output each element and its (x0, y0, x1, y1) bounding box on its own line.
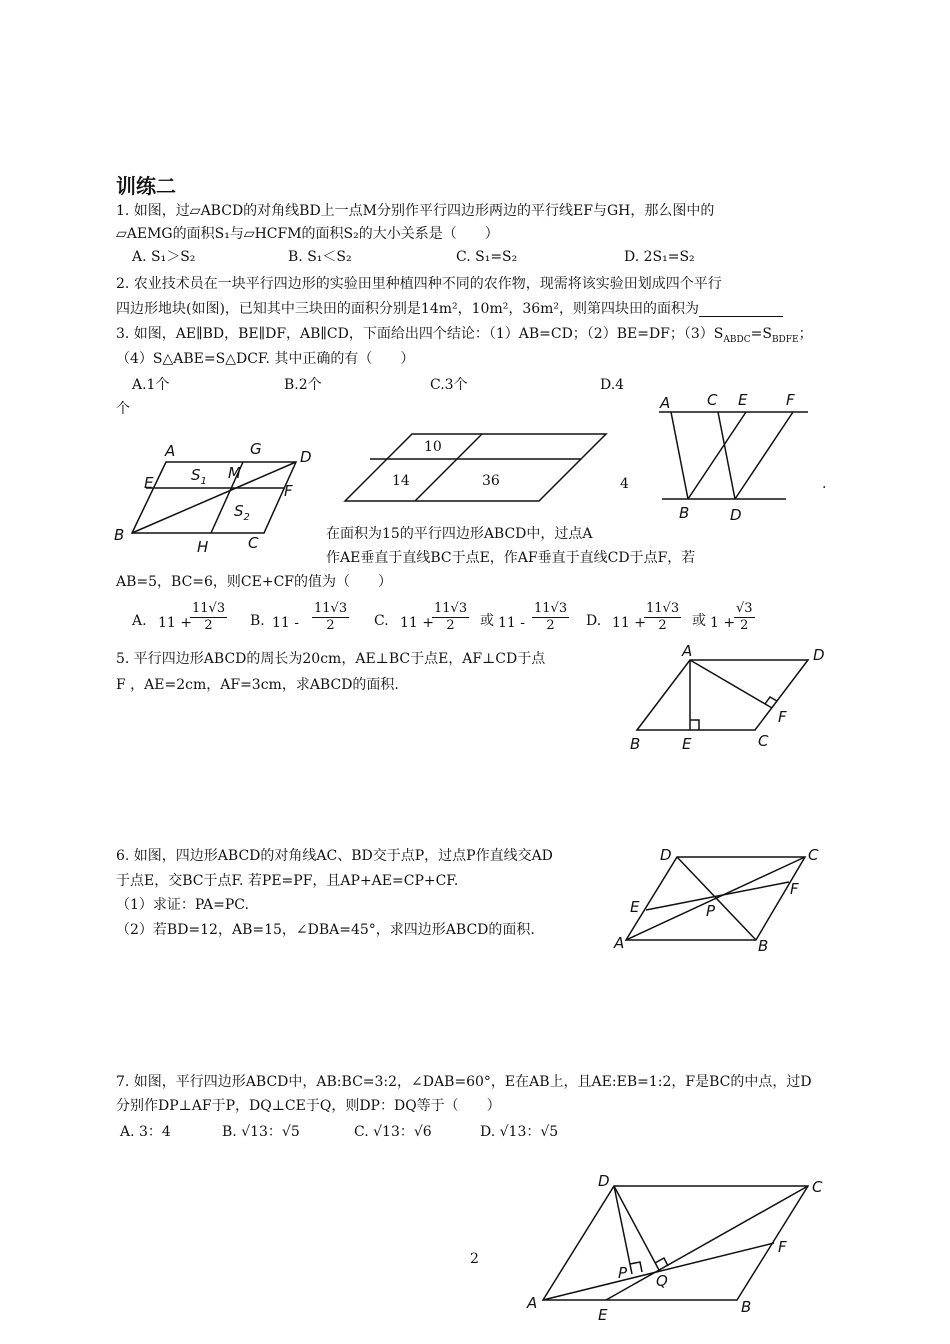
q4-c-or: 或 (480, 613, 494, 629)
q4-c-frac2: $\frac{11√3}{2}$ (534, 601, 568, 633)
fig1-s2: $S_2$ (234, 502, 250, 523)
fig5-label-a: A (682, 642, 693, 660)
q1-line2: ▱AEMG的面积S₁与▱HCFM的面积S₂的大小关系是（ ） (116, 226, 499, 242)
fig1-label-f: F (284, 482, 293, 500)
q7-line1: 7. 如图，平行四边形ABCD中，AB:BC=3:2，∠DAB=60°，E在AB上，且AE:EB=1:2，F是BC的中点，过D (116, 1074, 812, 1090)
fig5-label-d: D (813, 646, 825, 664)
page-number: 2 (470, 1251, 479, 1267)
q4-line3: AB=5，BC=6，则CE+CF的值为（ ） (116, 574, 393, 590)
q6-line2: 于点E，交BC于点F. 若PE=PF，且AP+AE=CP+CF. (116, 873, 459, 889)
q3-option-b: B.2个 (284, 377, 322, 393)
fig1-label-b: B (114, 526, 125, 544)
fig7-label-d: D (598, 1172, 610, 1190)
fig6-label-e: E (630, 898, 640, 916)
q4-dot: . (822, 476, 827, 492)
q6-line3: （1）求证：PA=PC. (116, 897, 249, 913)
q7-option-c: C. √13：√6 (354, 1124, 432, 1140)
q2-line2: 四边形地块(如图)，已知其中三块田的面积分别是14m²，10m²，36m²，则第四块田的面积为 (116, 298, 783, 320)
q5-line2: F ，AE=2cm，AF=3cm，求ABCD的面积. (116, 677, 399, 693)
fig7-label-p: P (618, 1264, 628, 1282)
fig7-label-f: F (778, 1238, 787, 1256)
fig7-label-e: E (598, 1306, 608, 1324)
fig7-label-c: C (812, 1178, 823, 1196)
q7-line2: 分别作DP⊥AF于P，DQ⊥CE于Q，则DP：DQ等于（ ） (116, 1098, 501, 1114)
q7-option-b: B. √13：√5 (222, 1124, 300, 1140)
fig3-label-d: D (730, 506, 742, 524)
fig6-label-a: A (614, 934, 625, 952)
q4-b-frac: $\frac{11√3}{2}$ (314, 601, 348, 633)
q4-a-int: 11 + (158, 615, 192, 631)
q3-option-a: A.1个 (132, 377, 170, 393)
fig3-label-a: A (660, 394, 671, 412)
q1-option-d: D. 2S₁=S₂ (624, 249, 695, 265)
fig6-label-f: F (790, 880, 799, 898)
q4-line1: 在面积为15的平行四边形ABCD中，过点A (326, 526, 593, 542)
fig7-label-a: A (527, 1294, 538, 1312)
fig3-label-c: C (707, 391, 718, 409)
q7-option-a: A. 3：4 (120, 1124, 171, 1140)
q4-c-int1: 11 + (400, 615, 434, 631)
q4-c-int2: 11 - (498, 615, 525, 631)
fig5-label-f: F (778, 708, 787, 726)
fig1-label-a: A (165, 442, 176, 460)
section-title: 训练二 (116, 174, 176, 198)
fig2-area-36: 36 (482, 473, 500, 489)
q4-d-or: 或 (692, 613, 706, 629)
fig5-label-b: B (630, 735, 641, 753)
fig1-label-m: M (228, 464, 241, 482)
q5-line1: 5. 平行四边形ABCD的周长为20cm，AE⊥BC于点E，AF⊥CD于点 (116, 651, 546, 667)
q6-line4: （2）若BD=12，AB=15，∠DBA=45°，求四边形ABCD的面积. (116, 922, 535, 938)
q4-d-frac1: $\frac{11√3}{2}$ (646, 601, 680, 633)
q1-option-a: A. S₁＞S₂ (132, 249, 196, 265)
fig6-label-c: C (808, 846, 819, 864)
fig1-label-e: E (144, 474, 154, 492)
fig1-label-h: H (197, 538, 209, 556)
q1-line1: 1. 如图，过▱ABCD的对角线BD上一点M分别作平行四边形两边的平行线EF与GH，那么图中的 (116, 203, 715, 219)
q3-option-d-wrap: 个 (116, 401, 130, 417)
q3-option-c: C.3个 (430, 377, 468, 393)
fig5-label-e: E (682, 735, 692, 753)
q3-option-d: D.4 (600, 377, 625, 393)
q4-line2: 作AE垂直于直线BC于点E，作AF垂直于直线CD于点F，若 (326, 550, 696, 566)
q1-option-b: B. S₁＜S₂ (288, 249, 352, 265)
fig6-label-b: B (758, 937, 769, 955)
q2-line1: 2. 农业技术员在一块平行四边形的实验田里种植四种不同的农作物，现需将该实验田划成四个平行 (116, 276, 722, 292)
q4-a-frac: $\frac{11√3}{2}$ (192, 601, 226, 633)
q4-option-a-letter: A. (132, 613, 147, 629)
fig1-s1: $S_1$ (191, 466, 207, 487)
q4-option-c-letter: C. (374, 613, 389, 629)
q4-c-frac1: $\frac{11√3}{2}$ (434, 601, 468, 633)
fig1-label-g: G (250, 440, 262, 458)
q1-option-c: C. S₁=S₂ (456, 249, 518, 265)
q4-option-b-letter: B. (250, 613, 265, 629)
fig3-label-e: E (738, 391, 748, 409)
fig3-label-b: B (679, 504, 690, 522)
fig1-label-d: D (300, 448, 312, 466)
q4-d-int1: 11 + (612, 615, 646, 631)
fig2-area-10: 10 (424, 439, 442, 455)
fig3-label-f: F (786, 391, 795, 409)
q6-line1: 6. 如图，四边形ABCD的对角线AC、BD交于点P，过点P作直线交AD (116, 848, 553, 864)
q4-d-int2: 1 + (710, 615, 736, 631)
fig2-area-14: 14 (392, 473, 410, 489)
fig7-label-b: B (741, 1298, 752, 1316)
fig1-label-c: C (248, 534, 259, 552)
fig6-label-p: P (706, 902, 716, 920)
fig7-label-q: Q (656, 1272, 668, 1290)
q4-number: 4 (620, 476, 629, 492)
q4-option-d-letter: D. (586, 613, 602, 629)
fig5-label-c: C (758, 732, 769, 750)
q4-b-int: 11 - (272, 615, 299, 631)
q7-option-d: D. √13：√5 (480, 1124, 559, 1140)
fig6-label-d: D (660, 846, 672, 864)
q3-line2: （4）S△ABE=S△DCF. 其中正确的有（ ） (116, 351, 415, 367)
q3-line1: 3. 如图，AE∥BD，BE∥DF，AB∥CD，下面给出四个结论：（1）AB=CD；（2）BE=DF；$(3)S_{ABDC}=S_{BDFE}$； (116, 326, 813, 345)
q4-d-frac2: $\frac{√3}{2}$ (736, 601, 753, 633)
